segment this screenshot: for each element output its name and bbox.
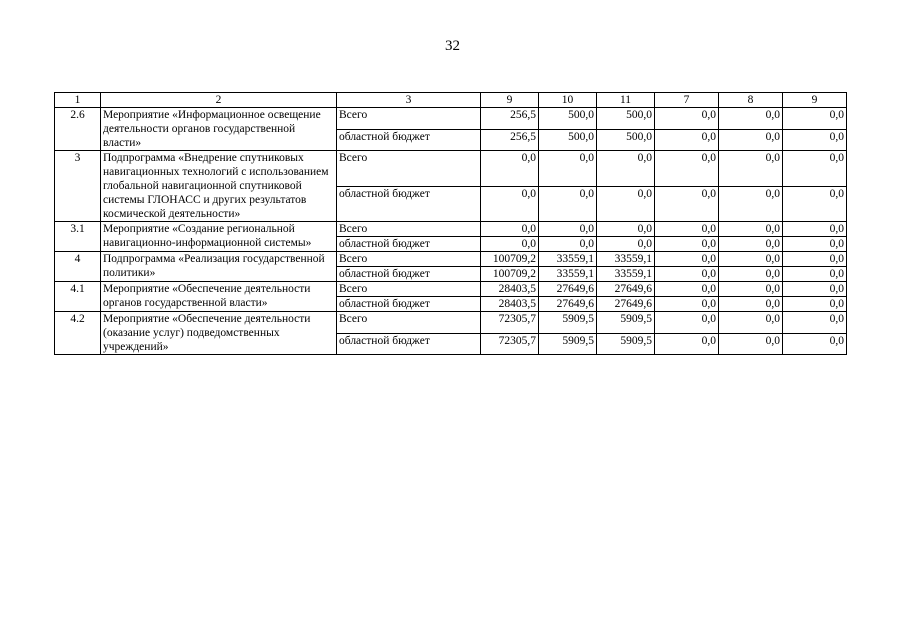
table-body bbox=[55, 108, 847, 355]
value-cell: 0,0 bbox=[655, 186, 719, 222]
value-cell: 33559,1 bbox=[597, 252, 655, 267]
value-cell: 0,0 bbox=[783, 312, 847, 334]
header-row bbox=[55, 93, 847, 108]
value-cell: 27649,6 bbox=[539, 282, 597, 297]
funding-source: Всего bbox=[337, 282, 481, 297]
value-cell: 0,0 bbox=[481, 222, 539, 237]
value-cell: 0,0 bbox=[719, 282, 783, 297]
value-cell: 0,0 bbox=[783, 267, 847, 282]
value-cell: 0,0 bbox=[655, 267, 719, 282]
column-header: 3 bbox=[337, 93, 481, 108]
value-cell: 0,0 bbox=[719, 222, 783, 237]
table-row bbox=[55, 108, 847, 130]
column-header: 7 bbox=[655, 93, 719, 108]
column-header: 9 bbox=[783, 93, 847, 108]
funding-source: областной бюджет bbox=[337, 297, 481, 312]
funding-source: областной бюджет bbox=[337, 267, 481, 282]
value-cell: 0,0 bbox=[655, 129, 719, 151]
value-cell: 0,0 bbox=[719, 237, 783, 252]
value-cell: 500,0 bbox=[597, 129, 655, 151]
row-code: 3.1 bbox=[55, 222, 101, 252]
value-cell: 0,0 bbox=[783, 297, 847, 312]
value-cell: 0,0 bbox=[783, 252, 847, 267]
value-cell: 0,0 bbox=[539, 151, 597, 187]
value-cell: 72305,7 bbox=[481, 312, 539, 334]
value-cell: 0,0 bbox=[655, 222, 719, 237]
value-cell: 100709,2 bbox=[481, 252, 539, 267]
value-cell: 0,0 bbox=[655, 297, 719, 312]
value-cell: 0,0 bbox=[719, 297, 783, 312]
value-cell: 72305,7 bbox=[481, 333, 539, 355]
column-header: 10 bbox=[539, 93, 597, 108]
value-cell: 0,0 bbox=[655, 237, 719, 252]
value-cell: 5909,5 bbox=[539, 312, 597, 334]
value-cell: 27649,6 bbox=[597, 282, 655, 297]
value-cell: 0,0 bbox=[719, 267, 783, 282]
row-name: Мероприятие «Создание региональной навигационно-информационной системы» bbox=[101, 222, 337, 252]
value-cell: 0,0 bbox=[719, 252, 783, 267]
row-name: Мероприятие «Информационное освещение деятельности органов государственной власти» bbox=[101, 108, 337, 151]
table-row bbox=[55, 151, 847, 187]
value-cell: 33559,1 bbox=[539, 267, 597, 282]
value-cell: 33559,1 bbox=[539, 252, 597, 267]
row-name: Мероприятие «Обеспечение деятельности (оказание услуг) подведомственных учреждений» bbox=[101, 312, 337, 355]
value-cell: 5909,5 bbox=[597, 333, 655, 355]
value-cell: 0,0 bbox=[655, 282, 719, 297]
funding-source: Всего bbox=[337, 151, 481, 187]
value-cell: 500,0 bbox=[597, 108, 655, 130]
funding-source: областной бюджет bbox=[337, 333, 481, 355]
value-cell: 0,0 bbox=[783, 129, 847, 151]
value-cell: 500,0 bbox=[539, 129, 597, 151]
value-cell: 28403,5 bbox=[481, 297, 539, 312]
value-cell: 0,0 bbox=[655, 333, 719, 355]
value-cell: 0,0 bbox=[655, 312, 719, 334]
row-name: Мероприятие «Обеспечение деятельности органов государственной власти» bbox=[101, 282, 337, 312]
value-cell: 0,0 bbox=[539, 186, 597, 222]
row-code: 3 bbox=[55, 151, 101, 222]
funding-source: Всего bbox=[337, 252, 481, 267]
value-cell: 28403,5 bbox=[481, 282, 539, 297]
page-number: 32 bbox=[445, 38, 460, 54]
value-cell: 5909,5 bbox=[539, 333, 597, 355]
value-cell: 0,0 bbox=[655, 252, 719, 267]
value-cell: 0,0 bbox=[719, 312, 783, 334]
funding-source: областной бюджет bbox=[337, 237, 481, 252]
value-cell: 0,0 bbox=[481, 237, 539, 252]
funding-source: Всего bbox=[337, 312, 481, 334]
value-cell: 256,5 bbox=[481, 108, 539, 130]
value-cell: 27649,6 bbox=[539, 297, 597, 312]
funding-source: Всего bbox=[337, 222, 481, 237]
column-header: 9 bbox=[481, 93, 539, 108]
value-cell: 0,0 bbox=[783, 222, 847, 237]
value-cell: 0,0 bbox=[783, 237, 847, 252]
value-cell: 0,0 bbox=[655, 151, 719, 187]
column-header: 8 bbox=[719, 93, 783, 108]
value-cell: 0,0 bbox=[481, 186, 539, 222]
value-cell: 0,0 bbox=[481, 151, 539, 187]
table-row bbox=[55, 282, 847, 297]
value-cell: 500,0 bbox=[539, 108, 597, 130]
value-cell: 0,0 bbox=[719, 186, 783, 222]
column-header: 2 bbox=[101, 93, 337, 108]
value-cell: 100709,2 bbox=[481, 267, 539, 282]
row-name: Подпрограмма «Внедрение спутниковых навигационных технологий с использованием глобальной навигационной спутниковой системы ГЛОНАСС и других результатов космической деятельности» bbox=[101, 151, 337, 222]
value-cell: 0,0 bbox=[783, 282, 847, 297]
value-cell: 0,0 bbox=[719, 108, 783, 130]
row-name: Подпрограмма «Реализация государственной политики» bbox=[101, 252, 337, 282]
value-cell: 0,0 bbox=[783, 333, 847, 355]
table-row bbox=[55, 222, 847, 237]
funding-source: областной бюджет bbox=[337, 129, 481, 151]
funding-source: областной бюджет bbox=[337, 186, 481, 222]
value-cell: 256,5 bbox=[481, 129, 539, 151]
row-code: 4.2 bbox=[55, 312, 101, 355]
value-cell: 0,0 bbox=[539, 237, 597, 252]
value-cell: 0,0 bbox=[597, 151, 655, 187]
column-header: 1 bbox=[55, 93, 101, 108]
table-row bbox=[55, 252, 847, 267]
value-cell: 27649,6 bbox=[597, 297, 655, 312]
value-cell: 0,0 bbox=[719, 151, 783, 187]
table-row bbox=[55, 312, 847, 334]
row-code: 4.1 bbox=[55, 282, 101, 312]
funding-source: Всего bbox=[337, 108, 481, 130]
value-cell: 0,0 bbox=[655, 108, 719, 130]
value-cell: 0,0 bbox=[597, 237, 655, 252]
value-cell: 0,0 bbox=[539, 222, 597, 237]
row-code: 2.6 bbox=[55, 108, 101, 151]
value-cell: 0,0 bbox=[597, 186, 655, 222]
value-cell: 0,0 bbox=[719, 333, 783, 355]
column-header: 11 bbox=[597, 93, 655, 108]
value-cell: 0,0 bbox=[719, 129, 783, 151]
value-cell: 0,0 bbox=[783, 108, 847, 130]
value-cell: 0,0 bbox=[783, 151, 847, 187]
value-cell: 0,0 bbox=[783, 186, 847, 222]
value-cell: 33559,1 bbox=[597, 267, 655, 282]
budget-table bbox=[54, 92, 847, 355]
value-cell: 5909,5 bbox=[597, 312, 655, 334]
row-code: 4 bbox=[55, 252, 101, 282]
value-cell: 0,0 bbox=[597, 222, 655, 237]
